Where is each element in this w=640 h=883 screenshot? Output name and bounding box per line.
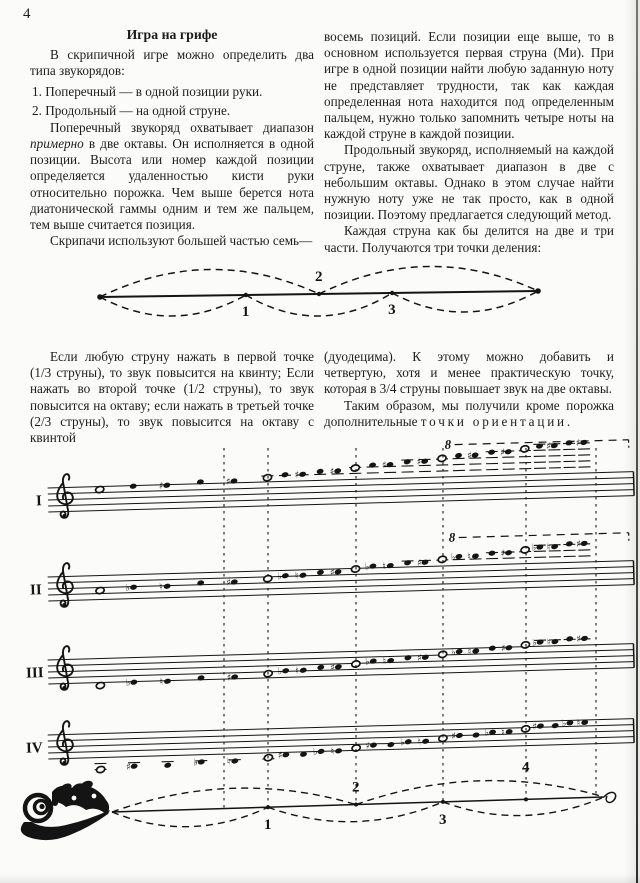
page-number: 4 xyxy=(23,6,31,22)
paragraph-text: Поперечный звукоряд охватывает диапазон xyxy=(50,119,314,135)
accidental: ♯ xyxy=(365,740,371,752)
note xyxy=(197,759,205,766)
accidental: ♮ xyxy=(159,676,164,688)
note xyxy=(334,569,342,576)
paragraph: Если любую струну нажать в первой точке (1/3 струны), то звук повысится на квинту; Если нажать во второй точке (1/2 струны), то звук повысится на октаву; если нажать в третьей точке (2/3 струны), то звук повысится на октаву с квинтой xyxy=(30,349,314,446)
accidental: ♯ xyxy=(277,750,283,762)
staff-group-IV xyxy=(25,705,634,775)
note xyxy=(316,569,324,576)
accidental: ♯ xyxy=(532,721,538,733)
note xyxy=(455,553,463,560)
violin-scroll-icon xyxy=(21,779,110,840)
accidental: ♯ xyxy=(576,538,581,551)
note xyxy=(422,738,430,745)
accidental: ♯ xyxy=(500,643,506,655)
note xyxy=(505,549,513,556)
note xyxy=(472,732,480,739)
note xyxy=(504,448,512,455)
note xyxy=(404,738,412,745)
accidental: ♮ xyxy=(294,570,299,582)
whole-note xyxy=(520,445,530,453)
division-arc xyxy=(100,295,246,316)
note xyxy=(580,635,588,642)
accidental: ♭ xyxy=(450,552,456,564)
paragraph: (дуодецима). К этому можно добавить и четвертую, хотя и менее практическую точку, которая в 3/4 струны повышает звук на две октавы. xyxy=(324,349,614,397)
accidental: ♮ xyxy=(330,746,335,758)
accidental: ♯ xyxy=(225,476,231,488)
accidental: ♮ xyxy=(295,665,299,677)
division-point-label: 2 xyxy=(352,779,360,796)
column-left xyxy=(30,47,314,249)
note xyxy=(335,748,343,755)
octave-mark: 8 xyxy=(448,529,456,545)
accidental: ♯ xyxy=(381,460,387,472)
numbered-list-item: 2. Продольный — на одной струне. xyxy=(32,102,231,118)
note xyxy=(455,648,463,655)
accidental: ♯ xyxy=(158,480,164,492)
accidental: ♭ xyxy=(277,571,282,583)
note xyxy=(130,763,138,770)
division-point-label: 1 xyxy=(241,304,250,321)
note xyxy=(317,664,325,671)
note xyxy=(471,452,479,459)
staff-numeral: I xyxy=(35,493,43,510)
division-point-label: 1 xyxy=(264,817,272,834)
note xyxy=(551,722,559,729)
accidental: ♯ xyxy=(416,456,422,468)
accidental: ♯ xyxy=(294,469,300,481)
note xyxy=(299,471,307,478)
string-end-hook xyxy=(604,792,616,802)
page-edge-line xyxy=(636,0,639,883)
accidental: ♮ xyxy=(417,736,422,748)
note xyxy=(580,439,588,446)
accidental: ♯ xyxy=(466,450,472,462)
column-right-below xyxy=(324,349,614,430)
staff-numeral: II xyxy=(29,582,42,599)
paragraph-text: в две октавы. Он исполняется в одной позиции. Высота или номер каждой позиции определяется удаленностью кисти руки относительно порожка. Чем выше берется нота диатонической гаммы одним и тем же пальцем, тем выше считается позиция. xyxy=(30,136,314,233)
accidental: ♭ xyxy=(312,746,318,758)
accidental: ♮ xyxy=(576,717,581,730)
paragraph: Каждая струна как бы делится на две и три части. Получаются три точки деления: xyxy=(324,223,614,255)
accidental: ♯ xyxy=(500,548,506,560)
accidental: ♯ xyxy=(329,567,335,579)
accidental: ♯ xyxy=(546,441,552,453)
accidental: ♭ xyxy=(532,637,537,649)
division-point-label: 3 xyxy=(439,811,447,828)
note xyxy=(471,553,479,560)
accidental: ♮ xyxy=(467,646,472,658)
accidental: ♭ xyxy=(400,737,405,749)
note xyxy=(163,583,171,590)
accidental: ♯ xyxy=(329,466,335,478)
accidental: ♭ xyxy=(365,656,370,668)
whole-note xyxy=(521,641,531,649)
staff-numeral: III xyxy=(25,665,44,682)
emphasized-spaced-text: точки ориентации. xyxy=(420,413,574,429)
note xyxy=(281,471,289,478)
accidental: ♭ xyxy=(531,542,537,554)
whole-note xyxy=(520,546,530,554)
paragraph: Продольный звукоряд, исполняемый на каждой струне, также охватывает диапазон в две с небольшим октавы. Однако в этом случае найти нужную ноту уже не так просто, как в одной позиции. Поэтому предлагается следующий метод. xyxy=(324,142,614,223)
note xyxy=(565,439,573,446)
whole-note xyxy=(350,464,360,472)
note xyxy=(316,468,324,475)
accidental: ♮ xyxy=(226,756,231,768)
note xyxy=(299,572,307,579)
accidental: ♮ xyxy=(159,581,163,593)
note xyxy=(488,449,496,456)
accidental: ♯ xyxy=(576,633,582,646)
note xyxy=(565,540,573,547)
whole-note xyxy=(437,454,447,462)
italic-word: примерно xyxy=(30,136,84,152)
note xyxy=(369,742,377,749)
note xyxy=(387,741,395,748)
note xyxy=(130,679,138,686)
accidental: ♮ xyxy=(546,542,551,554)
octave-mark: 8 xyxy=(444,436,452,452)
note xyxy=(454,452,462,459)
division-point-label: 4 xyxy=(522,759,530,776)
staff-group-I xyxy=(35,432,635,519)
note xyxy=(163,678,171,685)
note xyxy=(536,723,544,730)
note xyxy=(282,667,290,674)
top-string-diagram xyxy=(0,252,640,352)
note xyxy=(317,748,325,755)
note xyxy=(488,550,496,557)
division-arc xyxy=(319,266,538,294)
note xyxy=(580,540,588,547)
accidental: ♯ xyxy=(417,652,423,664)
accidental: ♯ xyxy=(226,577,232,589)
note xyxy=(299,667,307,674)
division-arc xyxy=(392,291,538,312)
accidental: ♯ xyxy=(226,672,232,684)
numbered-list-item: 1. Поперечный — в одной позиции руки. xyxy=(32,84,263,100)
paragraph: Скрипачи используют большей частью семь— xyxy=(50,233,313,249)
accidental: ♭ xyxy=(364,561,370,573)
note xyxy=(488,645,496,652)
note xyxy=(334,664,342,671)
column-right xyxy=(324,29,614,256)
page-bottom-shadow xyxy=(0,874,640,883)
accidental: ♯ xyxy=(575,437,581,450)
accidental: ♯ xyxy=(416,557,422,569)
staff-group-III xyxy=(25,630,634,691)
note xyxy=(505,644,513,651)
whole-note xyxy=(437,555,447,563)
article-title: Игра на грифе xyxy=(126,27,218,42)
accidental: ♮ xyxy=(501,727,505,739)
whole-note xyxy=(96,766,106,774)
accidental: ♭ xyxy=(277,666,283,678)
accidental: ♭ xyxy=(484,727,490,739)
accidental: ♭ xyxy=(125,582,131,594)
music-figure xyxy=(0,425,640,883)
note xyxy=(130,584,138,591)
note xyxy=(164,762,172,769)
paragraph: восемь позиций. Если позиции еще выше, то в основном используется первая струна (Ми). При игре в одной позиции найти любую заданную ноту не представляет трудности, так как каждая определенная нота находится под определенным пальцем, нужно только запомнить четыре ноты на каждой струне в каждой позиции. xyxy=(324,29,614,142)
staff-group-II xyxy=(29,525,635,609)
staff-numeral: IV xyxy=(25,740,43,757)
accidental: ♮ xyxy=(546,637,551,649)
accidental: ♯ xyxy=(126,761,131,773)
note xyxy=(281,572,289,579)
accidental: ♮ xyxy=(467,551,472,563)
accidental: ♭ xyxy=(561,718,567,730)
accidental: ♮ xyxy=(382,561,386,573)
note xyxy=(129,483,137,490)
accidental: ♯ xyxy=(330,662,336,674)
division-arc xyxy=(246,293,392,316)
division-point-label: 3 xyxy=(388,301,396,318)
note xyxy=(334,468,342,475)
division-point-label: 2 xyxy=(315,269,323,285)
note xyxy=(231,758,239,765)
accidental: ♯ xyxy=(500,447,506,459)
accidental: ♯ xyxy=(451,731,457,743)
accidental: ♮ xyxy=(382,656,387,668)
accidental: ♭ xyxy=(193,757,198,769)
accidental: ♭ xyxy=(451,647,456,659)
accidental: ♭ xyxy=(125,677,131,689)
paragraph xyxy=(30,120,314,233)
note xyxy=(455,732,463,739)
note xyxy=(566,635,574,642)
paragraph-text: Таким образом, мы получили кроме порожка дополнительные xyxy=(324,397,614,429)
paragraph: В скрипичной игре можно определить два типа звукорядов: xyxy=(30,47,314,79)
note xyxy=(163,482,171,489)
division-arc xyxy=(100,269,319,297)
note xyxy=(472,648,480,655)
